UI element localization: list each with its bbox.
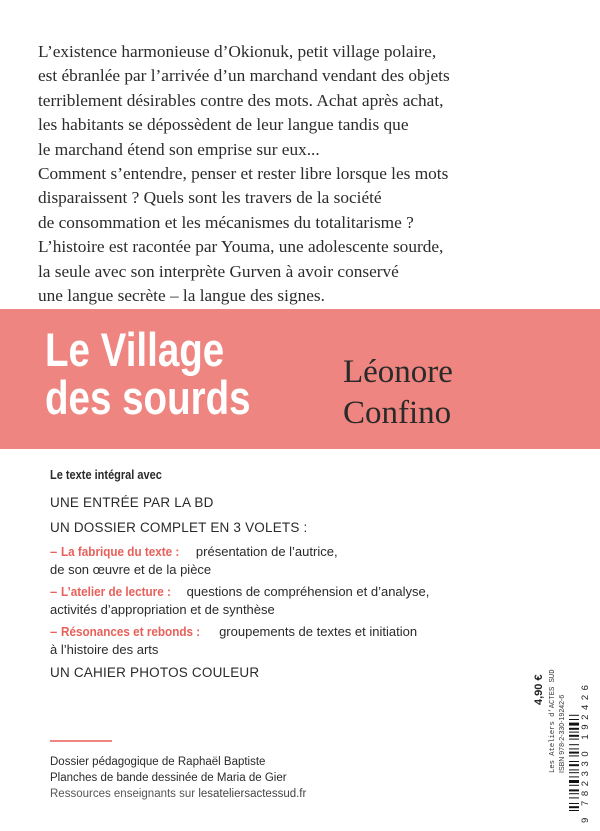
volet-text: présentation de l’autrice, xyxy=(192,544,338,559)
dossier-line: UN DOSSIER COMPLET EN 3 VOLETS : xyxy=(50,520,308,535)
barcode-bar xyxy=(569,755,579,756)
credits xyxy=(50,754,306,802)
volet-dash: – xyxy=(50,584,61,599)
blurb-line: terriblement désirables contre des mots. Achat après achat, xyxy=(38,90,444,110)
barcode-bar xyxy=(569,744,579,745)
blurb-line: une langue secrète – la langue des signes. xyxy=(38,286,325,306)
blurb-line: L’histoire est racontée par Youma, une adolescente sourde, xyxy=(38,237,444,257)
barcode-bar xyxy=(569,752,579,754)
author-line: Léonore xyxy=(343,354,453,390)
blurb-line: disparaissent ? Quels sont les travers de la société xyxy=(38,188,382,208)
volet-heading: Résonances et rebonds : xyxy=(60,624,200,639)
barcode-bar xyxy=(569,728,579,730)
volet-item xyxy=(50,543,338,579)
volet-dash: – xyxy=(50,624,61,639)
volet-heading: L’atelier de lecture : xyxy=(60,584,171,599)
blurb-line: de consommation et les mécanismes du totalitarisme ? xyxy=(38,212,414,232)
section-divider xyxy=(50,740,112,742)
barcode-bar xyxy=(569,739,579,740)
volet-item xyxy=(50,583,429,619)
barcode-bar xyxy=(569,769,579,770)
publisher-label: Les Ateliers d’ACTES SUD xyxy=(549,669,557,773)
barcode-bar xyxy=(569,772,579,773)
blurb-line: les habitants se dépossèdent de leur langue tandis que xyxy=(38,115,409,135)
barcode-bar xyxy=(569,723,579,726)
title-line: Le Village xyxy=(45,323,225,376)
blurb-line: est ébranlée par l’arrivée d’un marchand vendant des objets xyxy=(38,66,450,86)
barcode-bar xyxy=(569,715,579,716)
volet-heading: La fabrique du texte : xyxy=(60,544,180,559)
volet-dash: – xyxy=(50,544,61,559)
blurb-line: le marchand étend son emprise sur eux... xyxy=(38,139,320,159)
back-cover-blurb xyxy=(38,40,578,308)
author-line: Confino xyxy=(343,395,452,431)
blurb-line: Comment s’entendre, penser et rester libre lorsque les mots xyxy=(38,164,449,184)
price-label: 4,90 € xyxy=(533,674,545,705)
barcode-bar xyxy=(569,748,579,749)
volet-text: groupements de textes et initiation xyxy=(215,624,418,639)
cahier-line: UN CAHIER PHOTOS COULEUR xyxy=(50,665,260,680)
barcode-bar xyxy=(569,789,579,791)
volet-continuation: activités d’appropriation et de synthèse xyxy=(50,602,275,617)
ressources-label: Ressources enseignants sur xyxy=(50,788,199,800)
barcode-bar xyxy=(569,776,579,777)
dossier-credit: Dossier pédagogique de Raphaël Baptiste xyxy=(50,756,266,768)
barcode-bar xyxy=(569,719,579,720)
barcode-bar xyxy=(569,806,579,808)
volet-text: questions de compréhension et d’analyse, xyxy=(182,584,430,599)
barcode-bar xyxy=(569,803,579,804)
barcode-bar xyxy=(569,732,579,733)
barcode-bar xyxy=(569,735,579,737)
isbn-label: ISBN 978-2-330-19242-6 xyxy=(559,694,566,773)
barcode-bar xyxy=(569,785,579,786)
website-link[interactable]: lesateliersactessud.fr xyxy=(198,788,307,800)
barcode-bar xyxy=(569,764,579,766)
book-title xyxy=(45,323,251,424)
barcode-bar xyxy=(569,780,579,783)
barcode-bar xyxy=(569,761,579,762)
volet-item xyxy=(50,623,417,659)
barcode-bar xyxy=(569,793,579,794)
volet-continuation: de son œuvre et de la pièce xyxy=(50,562,212,577)
volet-continuation: à l’histoire des arts xyxy=(50,642,159,657)
barcode-bar xyxy=(569,797,579,798)
blurb-line: la seule avec son interprète Gurven à avoir conservé xyxy=(38,261,399,281)
barcode-bar xyxy=(569,810,579,811)
barcode-block xyxy=(531,533,591,823)
entry-line: UNE ENTRÉE PAR LA BD xyxy=(50,495,214,510)
planches-credit: Planches de bande dessinée de Maria de Gier xyxy=(50,772,287,784)
barcode-digits: 9 782330 192426 xyxy=(580,685,591,823)
title-line: des sourds xyxy=(45,371,251,424)
intro-heading: Le texte intégral avec xyxy=(50,468,162,482)
author-name xyxy=(343,352,453,434)
blurb-line: L’existence harmonieuse d’Okionuk, petit village polaire, xyxy=(38,42,437,61)
barcode-bars xyxy=(569,715,579,811)
